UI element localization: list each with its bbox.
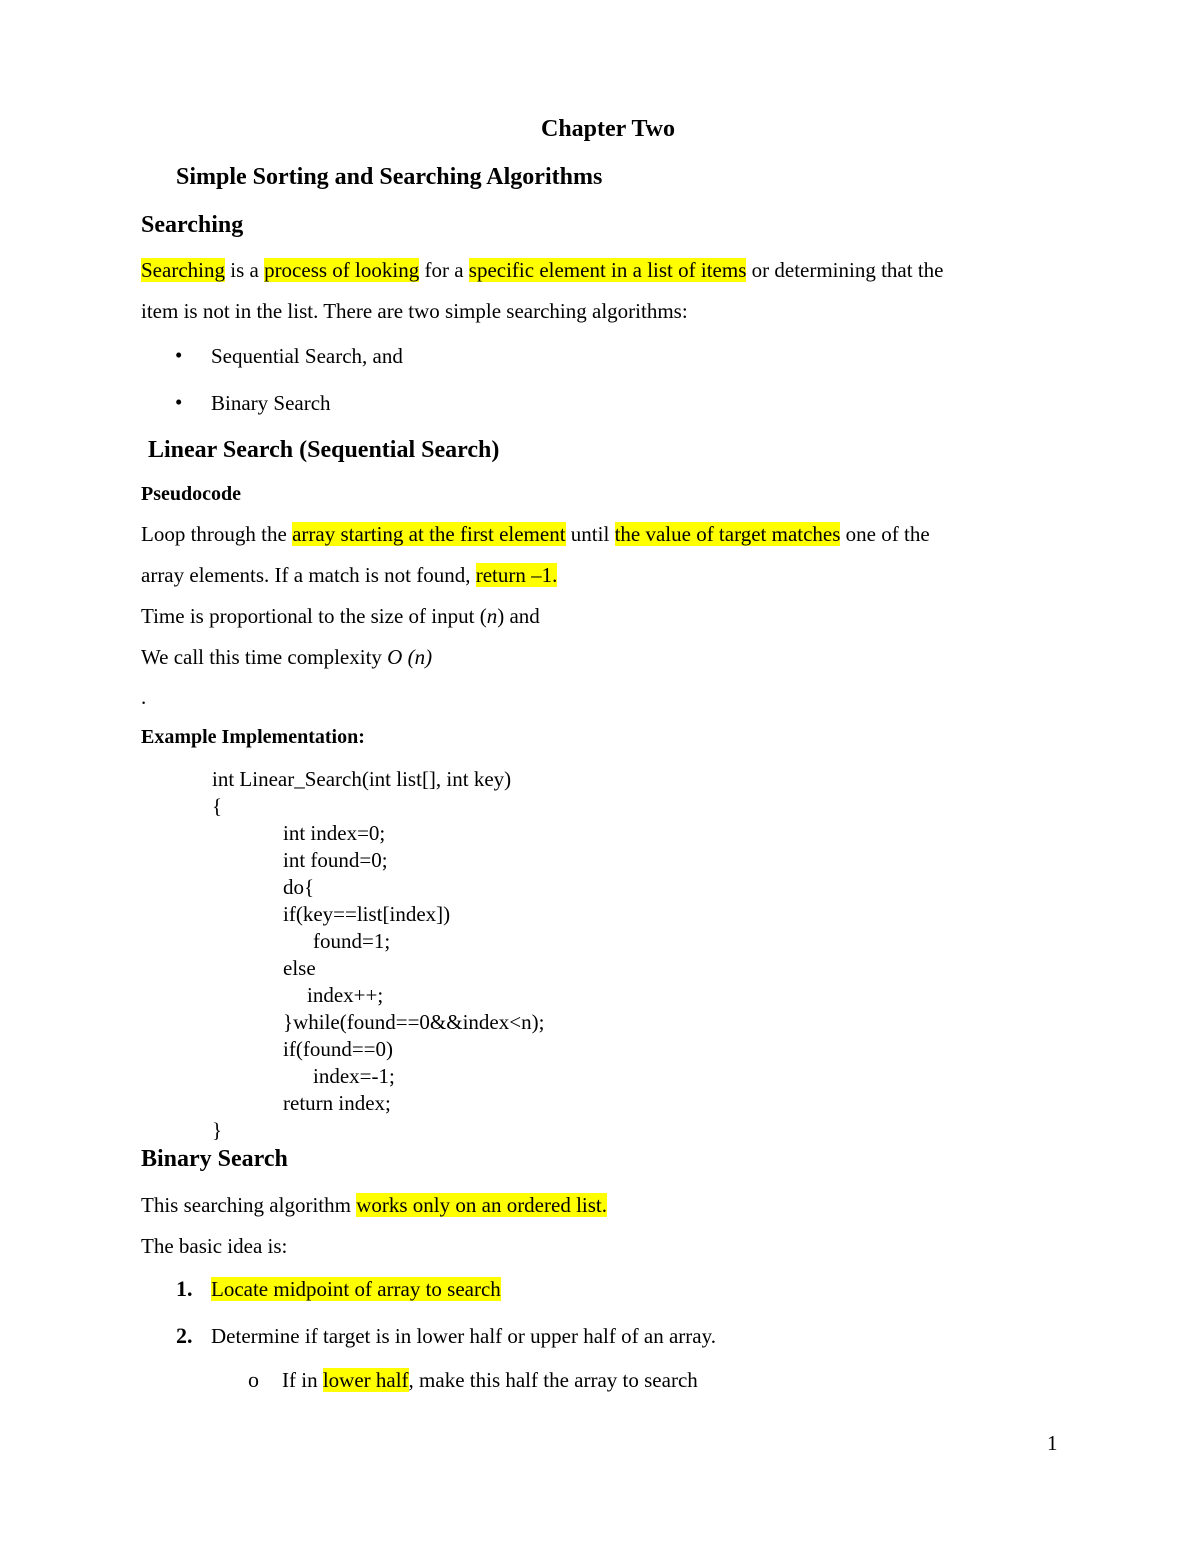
bullet-icon: • — [175, 343, 183, 367]
code-line: found=1; — [313, 929, 391, 953]
text-span: array elements. If a match is not found, — [141, 563, 476, 587]
text-span: If in — [282, 1368, 323, 1392]
page-number: 1 — [1047, 1431, 1058, 1455]
searching-paragraph-line2: item is not in the list. There are two simple searching algorithms: — [141, 299, 688, 323]
text-span: This searching algorithm — [141, 1193, 357, 1217]
searching-paragraph-line1 — [141, 258, 944, 283]
linear-search-heading: Linear Search (Sequential Search) — [148, 437, 500, 463]
text-span: for a — [419, 258, 469, 282]
bullet-item-sequential: Sequential Search, and — [211, 344, 403, 368]
step-number: 1. — [176, 1276, 193, 1301]
binary-paragraph-line2: The basic idea is: — [141, 1234, 288, 1258]
code-line: else — [283, 956, 316, 980]
pseudocode-heading: Pseudocode — [141, 483, 241, 505]
code-line: int found=0; — [283, 848, 388, 872]
code-line-open-brace: { — [212, 794, 223, 818]
pseudocode-line2 — [141, 563, 557, 588]
step-text-determine-half: Determine if target is in lower half or upper half of an array. — [211, 1324, 716, 1348]
code-line: return index; — [283, 1091, 391, 1115]
italic-big-o: O (n) — [387, 645, 433, 669]
highlight-specific-element: specific element in a list of items — [468, 258, 747, 282]
highlight-return: return –1. — [475, 563, 558, 587]
code-line: index=-1; — [313, 1064, 395, 1088]
text-span: one of the — [840, 522, 930, 546]
text-span: Time is proportional to the size of input ( — [141, 604, 487, 628]
text-span: , make this half the array to search — [408, 1368, 698, 1392]
highlight-target-matches: the value of target matches — [614, 522, 841, 546]
code-line-signature: int Linear_Search(int list[], int key) — [212, 767, 512, 791]
text-span: is a — [224, 258, 265, 282]
bullet-icon: • — [175, 390, 183, 414]
sub-bullet-lower-half — [282, 1368, 698, 1393]
text-span: We call this time complexity — [141, 645, 388, 669]
binary-paragraph-line1 — [141, 1193, 607, 1218]
code-line: int index=0; — [283, 821, 386, 845]
searching-heading: Searching — [141, 212, 244, 238]
italic-n: n — [486, 604, 498, 628]
step-text-locate-midpoint — [211, 1277, 501, 1302]
time-complexity-line — [141, 645, 432, 670]
text-span: or determining that the — [746, 258, 944, 282]
binary-search-heading: Binary Search — [141, 1146, 288, 1172]
code-line-close-brace: } — [212, 1118, 223, 1142]
highlight-lower-half: lower half — [322, 1368, 409, 1392]
highlight-process: process of looking — [264, 258, 420, 282]
time-proportional-line — [141, 604, 540, 629]
highlight-searching: Searching — [141, 258, 225, 282]
highlight-locate-midpoint: Locate midpoint of array to search — [211, 1277, 501, 1301]
highlight-ordered-list: works only on an ordered list. — [356, 1193, 607, 1217]
text-span: Loop through the — [141, 522, 293, 546]
bullet-item-binary: Binary Search — [211, 391, 331, 415]
chapter-subtitle: Simple Sorting and Searching Algorithms — [176, 164, 603, 190]
text-span: ) and — [497, 604, 540, 628]
circle-bullet-icon: o — [248, 1367, 259, 1392]
pseudocode-line1 — [141, 522, 930, 547]
code-line: index++; — [307, 983, 384, 1007]
code-line: if(key==list[index]) — [283, 902, 451, 926]
chapter-title: Chapter Two — [541, 116, 676, 142]
stray-dot: . — [141, 685, 147, 709]
step-number: 2. — [176, 1323, 193, 1348]
highlight-array-start: array starting at the first element — [292, 522, 566, 546]
example-heading: Example Implementation: — [141, 726, 365, 748]
code-line: }while(found==0&&index<n); — [283, 1010, 545, 1034]
code-line: if(found==0) — [283, 1037, 393, 1061]
code-line: do{ — [283, 875, 315, 899]
text-span: until — [565, 522, 615, 546]
